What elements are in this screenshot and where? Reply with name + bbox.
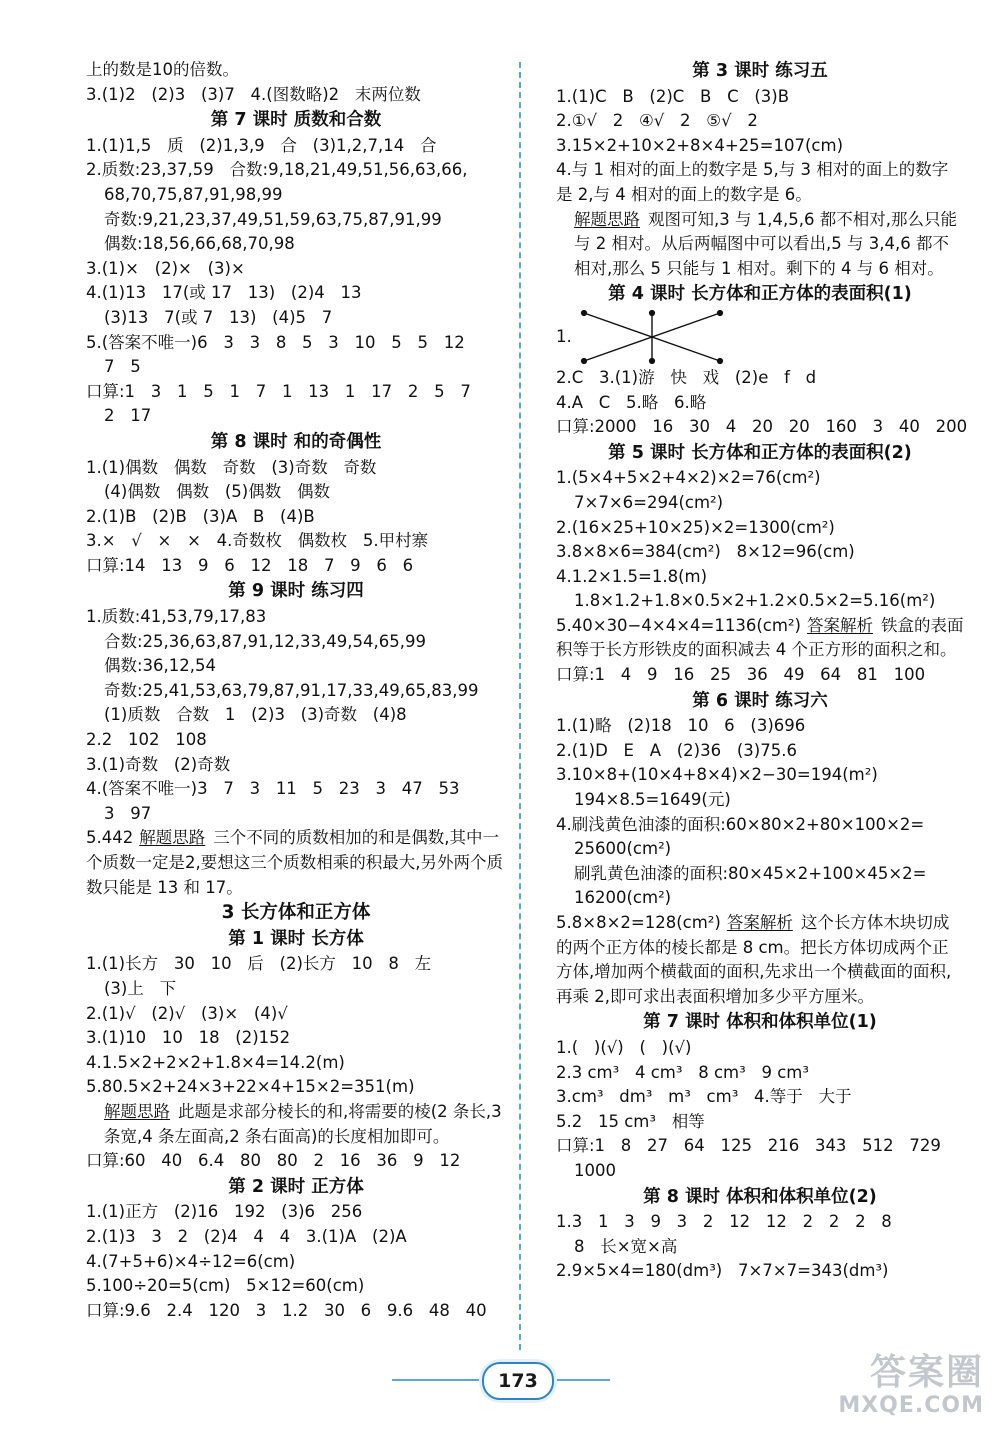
- answer-line: 16200(cm²): [574, 888, 672, 908]
- explanation-block: [86, 1100, 506, 1149]
- footer-rule-right: [552, 1379, 610, 1381]
- answer-line: (1)质数 合数 1 (2)3 (3)奇数 (4)8: [104, 705, 407, 725]
- lesson-heading: 第 7 课时 质数和合数: [210, 110, 382, 131]
- mental-math-line: 1000: [574, 1160, 616, 1180]
- lesson-heading: 第 6 课时 练习六: [692, 690, 828, 711]
- answer-line: 合数:25,36,63,87,91,12,33,49,54,65,99: [104, 631, 426, 651]
- answer-line: 4.(7+5+6)×4÷12=6(cm): [86, 1251, 296, 1271]
- watermark-logo: 答案圈: [869, 1352, 984, 1393]
- answer-line: 5.100÷20=5(cm) 5×12=60(cm): [86, 1276, 365, 1296]
- mental-math-line: 口算:1 3 1 5 1 7 1 13 1 17 2 5 7: [86, 381, 471, 401]
- answer-line: 4.A C 5.略 6.略: [556, 392, 707, 412]
- answer-line: 3.(1)× (2)× (3)×: [86, 258, 245, 278]
- right-column: [556, 58, 968, 1284]
- column-divider: [519, 62, 521, 1350]
- answer-line: 1.(1)偶数 偶数 奇数 (3)奇数 奇数: [86, 457, 377, 477]
- explanation-block: [556, 614, 964, 663]
- watermark: [794, 1353, 984, 1427]
- answer-line: 25600(cm²): [574, 839, 672, 859]
- answer-line: 2.质数:23,37,59 合数:9,18,21,49,51,56,63,66,: [86, 160, 468, 180]
- lesson-heading: 第 9 课时 练习四: [228, 581, 364, 602]
- lesson-heading: 第 1 课时 长方体: [228, 928, 364, 949]
- explanation-tag: 解题思路: [104, 1101, 170, 1121]
- answer-line: 3.10×8+(10×4+8×4)×2−30=194(m²): [556, 765, 878, 785]
- lesson-heading: 第 5 课时 长方体和正方体的表面积(2): [608, 442, 912, 463]
- left-column: [86, 58, 506, 1323]
- mental-math-line: 口算:9.6 2.4 120 3 1.2 30 6 9.6 48 40: [86, 1300, 487, 1320]
- answer-line: 2.①√ 2 ④√ 2 ⑤√ 2: [556, 111, 758, 131]
- lesson-heading: 第 7 课时 体积和体积单位(1): [643, 1012, 877, 1033]
- footer-rule-left: [392, 1379, 480, 1381]
- mental-math-line: 口算:14 13 9 6 12 18 7 9 6 6: [86, 555, 414, 575]
- answer-line: 刷乳黄色油漆的面积:80×45×2+100×45×2=: [574, 863, 927, 883]
- explanation-tag: 解题思路: [139, 828, 206, 848]
- answer-line: 偶数:36,12,54: [104, 656, 217, 676]
- answer-line: 偶数:18,56,66,68,70,98: [104, 234, 295, 254]
- answer-line: 3.(1)10 10 18 (2)152: [86, 1028, 291, 1048]
- answer-line: 2.2 102 108: [86, 730, 207, 750]
- match-dot: [581, 311, 586, 316]
- explanation-text: 铁盒的表面积等于长方形铁皮的面积减去 4 个正方形的面积之和。: [556, 615, 964, 660]
- lesson-heading: 第 3 课时 练习五: [692, 61, 828, 81]
- answer-line: (3)13 7(或 7 13) (4)5 7: [104, 307, 333, 327]
- match-dot: [581, 359, 586, 364]
- answer-line: 5.80.5×2+24×3+22×4+15×2=351(m): [86, 1077, 415, 1097]
- explanation-block: [556, 911, 964, 1009]
- answer-line: 1.(1)1,5 质 (2)1,3,9 合 (3)1,2,7,14 合: [86, 135, 437, 155]
- answer-line: 1.质数:41,53,79,17,83: [86, 607, 267, 627]
- answer-line: 3.cm³ dm³ m³ cm³ 4.等于 大于: [556, 1087, 852, 1107]
- answer-line: 2.9×5×4=180(dm³) 7×7×7=343(dm³): [556, 1261, 889, 1281]
- answer-line: 4.1.5×2+2×2+1.8×4=14.2(m): [86, 1052, 345, 1072]
- mental-math-line: 口算:1 4 9 16 25 36 49 64 81 100: [556, 665, 926, 685]
- explanation-tag: 解题思路: [574, 209, 640, 229]
- explanation-tag: 答案解析: [726, 913, 793, 932]
- lesson-heading: 第 8 课时 体积和体积单位(2): [643, 1186, 877, 1207]
- explanation-block: [556, 208, 964, 282]
- answer-line: 194×8.5=1649(元): [574, 790, 731, 810]
- answer-text: 5.40×30−4×4×4=1136(cm²): [556, 615, 801, 635]
- answer-line: 2.(1)√ (2)√ (3)× (4)√: [86, 1003, 288, 1023]
- answer-line: 3.(1)奇数 (2)奇数: [86, 754, 231, 774]
- answer-line: 3.8×8×6=384(cm²) 8×12=96(cm): [556, 542, 855, 562]
- answer-line: 奇数:9,21,23,37,49,51,59,63,75,87,91,99: [104, 209, 442, 229]
- explanation-tag: 答案解析: [806, 615, 873, 635]
- answer-line: 5.(答案不唯一)6 3 3 8 5 3 10 5 5 12: [86, 332, 465, 352]
- answer-line: 2.3 cm³ 4 cm³ 8 cm³ 9 cm³: [556, 1062, 809, 1082]
- answer-line: 3.(1)2 (2)3 (3)7 4.(图数略)2 末两位数: [86, 84, 421, 104]
- answer-line: 4.(答案不唯一)3 7 3 11 5 23 3 47 53: [86, 779, 460, 799]
- answer-line: 奇数:25,41,53,63,79,87,91,17,33,49,65,83,99: [104, 680, 479, 700]
- answer-line: 1.( )(√) ( )(√): [556, 1037, 692, 1057]
- answer-line: 1.(1)C B (2)C B C (3)B: [556, 86, 790, 106]
- answer-line: 2.(1)D E A (2)36 (3)75.6: [556, 740, 797, 760]
- match-dot: [649, 311, 654, 316]
- lesson-heading: 第 8 课时 和的奇偶性: [210, 431, 382, 452]
- answer-line: 2.(1)B (2)B (3)A B (4)B: [86, 506, 315, 526]
- lesson-heading: 第 4 课时 长方体和正方体的表面积(1): [608, 284, 912, 305]
- answer-text: 5.8×8×2=128(cm²): [556, 913, 721, 932]
- lesson-heading: 第 2 课时 正方体: [228, 1176, 364, 1197]
- explanation-text: 观图可知,3 与 1,4,5,6 都不相对,那么只能与 2 相对。从后两幅图中可以看出,5 与 3,4,6 都不相对,那么 5 只能与 1 相对。剩下的 4 与 6 相对。: [574, 209, 957, 278]
- answer-line: 1.8×1.2+1.8×0.5×2+1.2×0.5×2=5.16(m²): [574, 591, 936, 611]
- answer-line: 1.(1)正方 (2)16 192 (3)6 256: [86, 1202, 363, 1222]
- section-heading: 3 长方体和正方体: [221, 902, 371, 924]
- answer-line: 8 长×宽×高: [574, 1236, 678, 1256]
- explanation-text: 此题是求部分棱长的和,将需要的棱(2 条长,3 条宽,4 条左面高,2 条右面高)的长度相加即可。: [104, 1101, 502, 1146]
- answer-line: 4.刷浅黄色油漆的面积:60×80×2+80×100×2=: [556, 814, 925, 834]
- answer-line: (3)上 下: [104, 978, 177, 998]
- page-number: 173: [482, 1362, 554, 1400]
- explanation-block: [86, 826, 506, 900]
- answer-line: 7 5: [104, 357, 141, 377]
- answer-line: [556, 308, 964, 366]
- answer-line: 2.(1)3 3 2 (2)4 4 4 3.(1)A (2)A: [86, 1226, 407, 1246]
- matching-lines-diagram: [580, 309, 730, 365]
- answer-line: 1.(5×4+5×2+4×2)×2=76(cm²): [556, 468, 821, 488]
- mental-math-line: 口算:60 40 6.4 80 80 2 16 36 9 12: [86, 1151, 461, 1171]
- answer-line: 2.(16×25+10×25)×2=1300(cm²): [556, 517, 835, 537]
- explanation-text: 这个长方体木块切成的两个正方体的棱长都是 8 cm。把长方体切成两个正方体,增加两个横截面的面积,先求出一个横截面的面积,再乘 2,即可求出表面积增加多少平方厘米。: [556, 913, 952, 1006]
- match-dot: [717, 311, 722, 316]
- answer-text: 5.442: [86, 828, 134, 848]
- answer-line: (4)偶数 偶数 (5)偶数 偶数: [104, 482, 330, 502]
- answer-line: 4.1.2×1.5=1.8(m): [556, 566, 708, 586]
- answer-line: 1.3 1 3 9 3 2 12 12 2 2 2 8: [556, 1212, 892, 1232]
- mental-math-line: 口算:1 8 27 64 125 216 343 512 729: [556, 1136, 941, 1156]
- text-line: 上的数是10的倍数。: [86, 60, 239, 79]
- answer-line: 2.C 3.(1)游 快 戏 (2)e f d: [556, 367, 817, 387]
- answer-line: 4.(1)13 17(或 17 13) (2)4 13: [86, 283, 362, 303]
- watermark-site: MXQE.COM: [838, 1393, 984, 1418]
- match-dot: [649, 359, 654, 364]
- explanation-text: 三个不同的质数相加的和是偶数,其中一个质数一定是2,要想这三个质数相乘的积最大,另外两个质数只能是 13 和 17。: [86, 828, 503, 897]
- answer-number: 1.: [556, 326, 572, 346]
- mental-math-line: 2 17: [104, 406, 152, 426]
- answer-block: 4.与 1 相对的面上的数字是 5,与 3 相对的面上的数字是 2,与 4 相对的面上的数字是 6。: [556, 160, 949, 204]
- answer-line: 68,70,75,87,91,98,99: [104, 184, 283, 204]
- answer-line: 3.× √ × × 4.奇数枚 偶数枚 5.甲村寨: [86, 531, 429, 551]
- answer-line: 3.15×2+10×2+8×4+25=107(cm): [556, 135, 844, 155]
- answer-line: 7×7×6=294(cm²): [574, 492, 724, 512]
- mental-math-line: 口算:2000 16 30 4 20 20 160 3 40 200: [556, 417, 968, 437]
- answer-line: 3 97: [104, 803, 152, 823]
- match-dot: [717, 359, 722, 364]
- answer-line: 1.(1)略 (2)18 10 6 (3)696: [556, 716, 806, 736]
- answer-line: 5.2 15 cm³ 相等: [556, 1111, 705, 1131]
- answer-line: 1.(1)长方 30 10 后 (2)长方 10 8 左: [86, 954, 432, 974]
